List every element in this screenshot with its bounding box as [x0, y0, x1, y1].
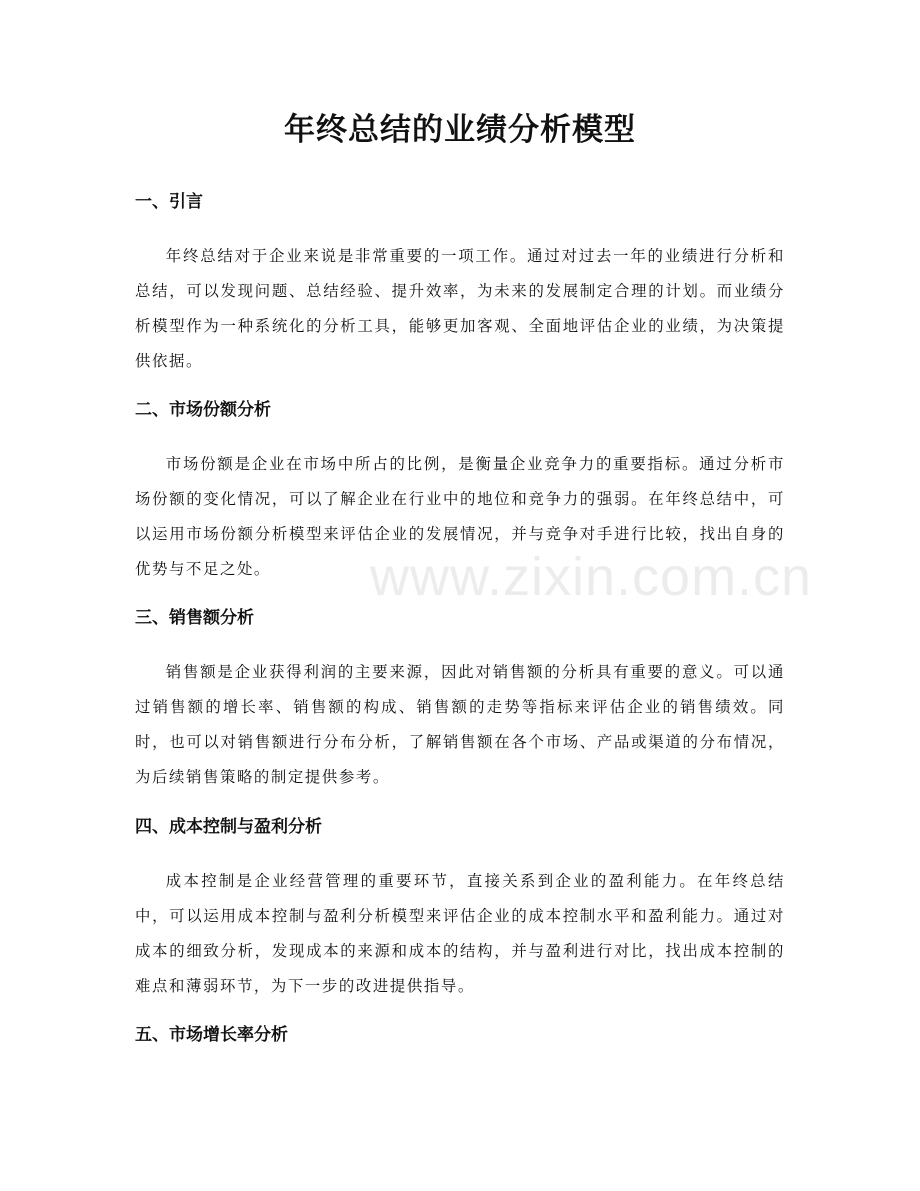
section-paragraph: 销售额是企业获得利润的主要来源，因此对销售额的分析具有重要的意义。可以通过销售额的增长率、销售额的构成、销售额的走势等指标来评估企业的销售绩效。同时，也可以对销售额进行分布分析，了解销售额在各个市场、产品或渠道的分布情况，为后续销售策略的制定提供参考。: [135, 663, 785, 786]
section-heading: 五、市场增长率分析: [135, 1025, 288, 1045]
watermark: www.zixin.com.cn: [370, 547, 813, 607]
section-introduction: [135, 190, 785, 379]
section-paragraph: 市场份额是企业在市场中所占的比例，是衡量企业竞争力的重要指标。通过分析市场份额的变化情况，可以了解企业在行业中的地位和竞争力的强弱。在年终总结中，可以运用市场份额分析模型来评估企业的发展情况，并与竞争对手进行比较，找出自身的优势与不足之处。: [135, 455, 785, 578]
section-market-share: [135, 398, 785, 587]
section-heading: 一、引言: [135, 192, 203, 212]
section-heading: 二、市场份额分析: [135, 400, 271, 420]
section-paragraph: 成本控制是企业经营管理的重要环节，直接关系到企业的盈利能力。在年终总结中，可以运用成本控制与盈利分析模型来评估企业的成本控制水平和盈利能力。通过对成本的细致分析，发现成本的来源和成本的结构，并与盈利进行对比，找出成本控制的难点和薄弱环节，为下一步的改进提供指导。: [135, 872, 785, 995]
section-cost-profit: [135, 815, 785, 1004]
section-sales: [135, 606, 785, 795]
section-paragraph: 年终总结对于企业来说是非常重要的一项工作。通过对过去一年的业绩进行分析和总结，可以发现问题、总结经验、提升效率，为未来的发展制定合理的计划。而业绩分析模型作为一种系统化的分析工具，能够更加客观、全面地评估企业的业绩，为决策提供依据。: [135, 247, 785, 370]
section-heading: 四、成本控制与盈利分析: [135, 817, 322, 837]
document-title: 年终总结的业绩分析模型: [284, 112, 636, 148]
section-heading: 三、销售额分析: [135, 608, 254, 628]
section-market-growth: [135, 1023, 785, 1047]
